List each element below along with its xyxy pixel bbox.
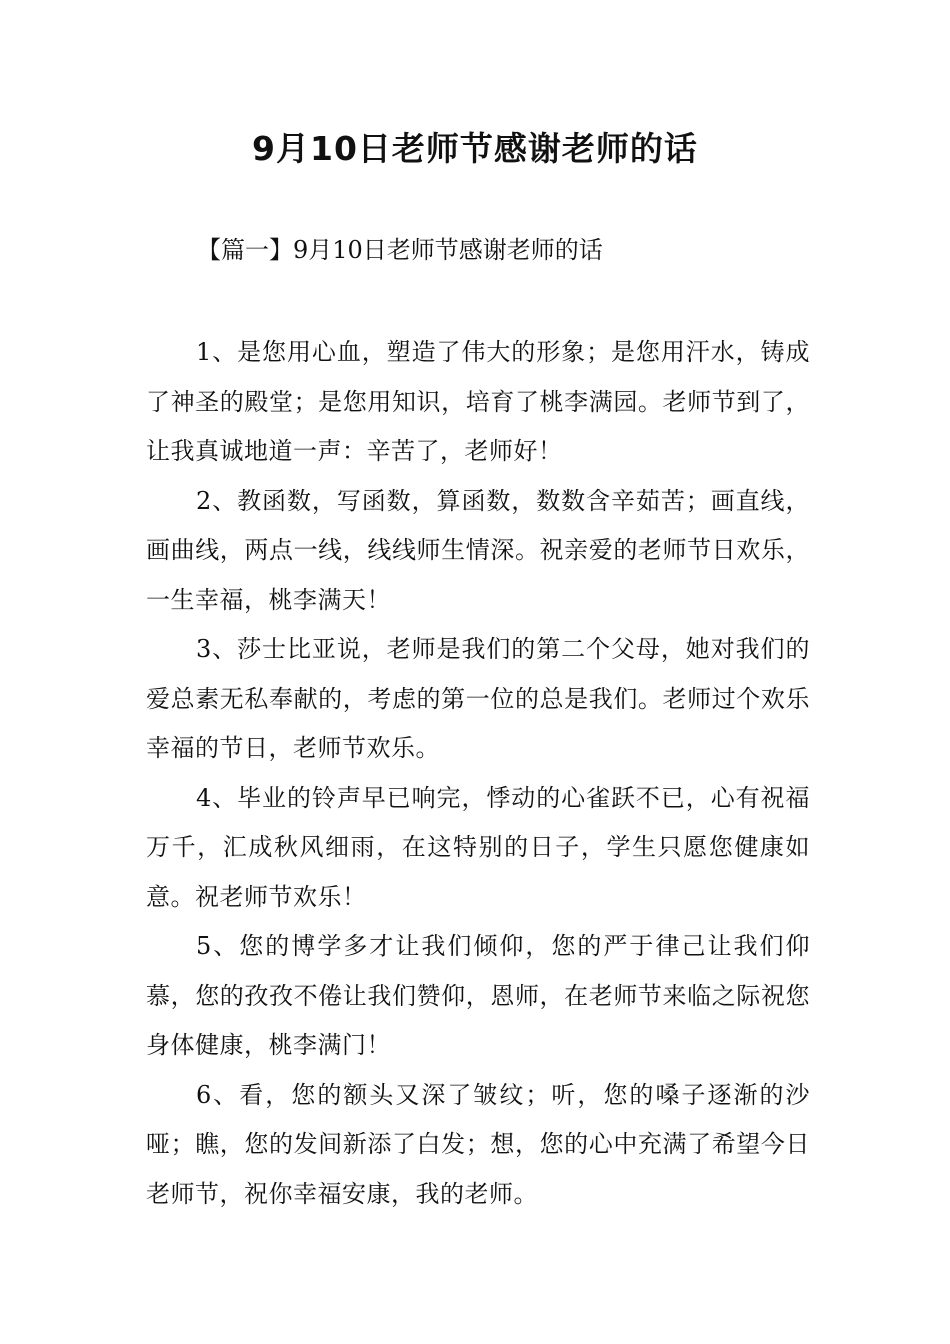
document-title: 9月10日老师节感谢老师的话 xyxy=(252,129,698,168)
paragraph-5: 5、您的博学多才让我们倾仰，您的严于律己让我们仰慕，您的孜孜不倦让我们赞仰，恩师，在老师节来临之际祝您身体健康，桃李满门！ xyxy=(146,932,810,1059)
paragraph-6: 6、看，您的额头又深了皱纹；听，您的嗓子逐渐的沙哑；瞧，您的发间新添了白发；想，您的心中充满了希望今日老师节，祝你幸福安康，我的老师。 xyxy=(146,1080,810,1208)
document-body xyxy=(146,328,810,1219)
paragraph-2: 2、教函数，写函数，算函数，数数含辛茹苦；画直线，画曲线，两点一线，线线师生情深。祝亲爱的老师节日欢乐，一生幸福，桃李满天！ xyxy=(146,486,810,614)
section-heading: 【篇一】9月10日老师节感谢老师的话 xyxy=(197,236,603,264)
paragraph-4: 4、毕业的铃声早已响完，悸动的心雀跃不已，心有祝福万千，汇成秋风细雨，在这特别的日子，学生只愿您健康如意。祝老师节欢乐！ xyxy=(146,783,810,911)
paragraph-3: 3、莎士比亚说，老师是我们的第二个父母，她对我们的爱总素无私奉献的，考虑的第一位的总是我们。老师过个欢乐幸福的节日，老师节欢乐。 xyxy=(146,635,810,762)
paragraph-1: 1、是您用心血，塑造了伟大的形象；是您用汗水，铸成了神圣的殿堂；是您用知识，培育了桃李满园。老师节到了，让我真诚地道一声：辛苦了，老师好！ xyxy=(146,338,810,465)
